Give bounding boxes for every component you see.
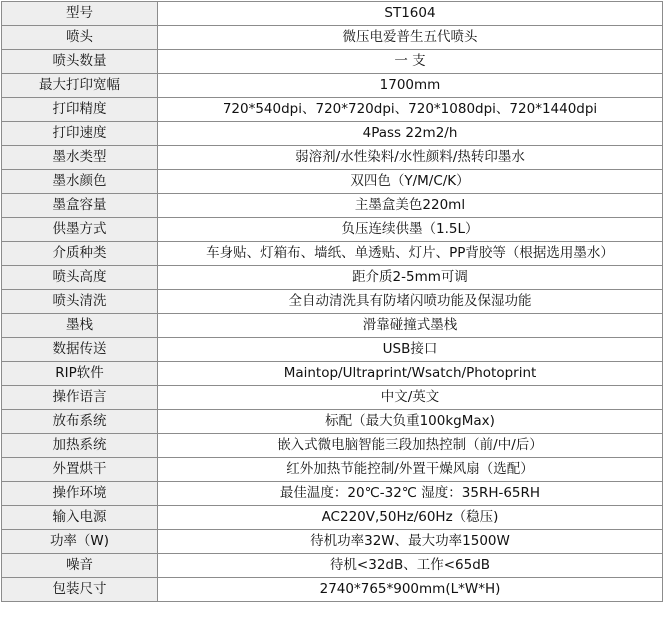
spec-label: 喷头	[2, 26, 158, 50]
table-row	[2, 122, 663, 146]
spec-label: 外置烘干	[2, 458, 158, 482]
spec-label: 型号	[2, 2, 158, 26]
table-row	[2, 74, 663, 98]
spec-value: 待机功率32W、最大功率1500W	[158, 530, 663, 554]
table-row	[2, 386, 663, 410]
table-row	[2, 50, 663, 74]
table-row	[2, 338, 663, 362]
table-row	[2, 314, 663, 338]
table-row	[2, 98, 663, 122]
spec-value: 主墨盒美色220ml	[158, 194, 663, 218]
table-row	[2, 482, 663, 506]
spec-value: 中文/英文	[158, 386, 663, 410]
table-row	[2, 26, 663, 50]
spec-value: ST1604	[158, 2, 663, 26]
spec-value: 全自动清洗具有防堵闪喷功能及保湿功能	[158, 290, 663, 314]
spec-label: 噪音	[2, 554, 158, 578]
spec-label: 操作语言	[2, 386, 158, 410]
spec-table	[1, 1, 663, 602]
spec-label: 加热系统	[2, 434, 158, 458]
spec-value: 滑靠碰撞式墨栈	[158, 314, 663, 338]
table-row	[2, 266, 663, 290]
spec-value: 红外加热节能控制/外置干燥风扇（选配）	[158, 458, 663, 482]
spec-label: 介质种类	[2, 242, 158, 266]
spec-label: 包装尺寸	[2, 578, 158, 602]
spec-label: 喷头清洗	[2, 290, 158, 314]
spec-label: 墨水颜色	[2, 170, 158, 194]
spec-value: 距介质2-5mm可调	[158, 266, 663, 290]
spec-label: 供墨方式	[2, 218, 158, 242]
spec-label: 喷头高度	[2, 266, 158, 290]
table-row	[2, 290, 663, 314]
spec-value: 微压电爱普生五代喷头	[158, 26, 663, 50]
spec-value: AC220V,50Hz/60Hz（稳压)	[158, 506, 663, 530]
table-row	[2, 218, 663, 242]
spec-label: 功率（W)	[2, 530, 158, 554]
table-row	[2, 554, 663, 578]
spec-value: 车身贴、灯箱布、墙纸、单透贴、灯片、PP背胶等（根据选用墨水）	[158, 242, 663, 266]
spec-value: 1700mm	[158, 74, 663, 98]
table-row	[2, 410, 663, 434]
spec-label: 打印速度	[2, 122, 158, 146]
spec-value: 一 支	[158, 50, 663, 74]
spec-value: 嵌入式微电脑智能三段加热控制（前/中/后）	[158, 434, 663, 458]
spec-label: 放布系统	[2, 410, 158, 434]
spec-value: 待机<32dB、工作<65dB	[158, 554, 663, 578]
spec-label: 墨栈	[2, 314, 158, 338]
spec-value: 4Pass 22m2/h	[158, 122, 663, 146]
spec-table-body	[2, 2, 663, 602]
table-row	[2, 362, 663, 386]
spec-value: 720*540dpi、720*720dpi、720*1080dpi、720*1440dpi	[158, 98, 663, 122]
spec-label: 打印精度	[2, 98, 158, 122]
spec-value: 弱溶剂/水性染料/水性颜料/热转印墨水	[158, 146, 663, 170]
table-row	[2, 578, 663, 602]
spec-value: 双四色（Y/M/C/K）	[158, 170, 663, 194]
spec-label: 操作环境	[2, 482, 158, 506]
table-row	[2, 194, 663, 218]
table-row	[2, 146, 663, 170]
spec-value: 负压连续供墨（1.5L）	[158, 218, 663, 242]
spec-value: 标配（最大负重100kgMax)	[158, 410, 663, 434]
spec-label: 数据传送	[2, 338, 158, 362]
spec-label: 墨水类型	[2, 146, 158, 170]
spec-label: 墨盒容量	[2, 194, 158, 218]
table-row	[2, 434, 663, 458]
table-row	[2, 242, 663, 266]
spec-value: 最佳温度：20℃-32℃ 湿度：35RH-65RH	[158, 482, 663, 506]
table-row	[2, 170, 663, 194]
spec-label: RIP软件	[2, 362, 158, 386]
spec-value: Maintop/Ultraprint/Wsatch/Photoprint	[158, 362, 663, 386]
table-row	[2, 2, 663, 26]
table-row	[2, 458, 663, 482]
table-row	[2, 530, 663, 554]
spec-label: 最大打印宽幅	[2, 74, 158, 98]
spec-value: 2740*765*900mm(L*W*H)	[158, 578, 663, 602]
table-row	[2, 506, 663, 530]
spec-label: 喷头数量	[2, 50, 158, 74]
spec-label: 输入电源	[2, 506, 158, 530]
spec-value: USB接口	[158, 338, 663, 362]
